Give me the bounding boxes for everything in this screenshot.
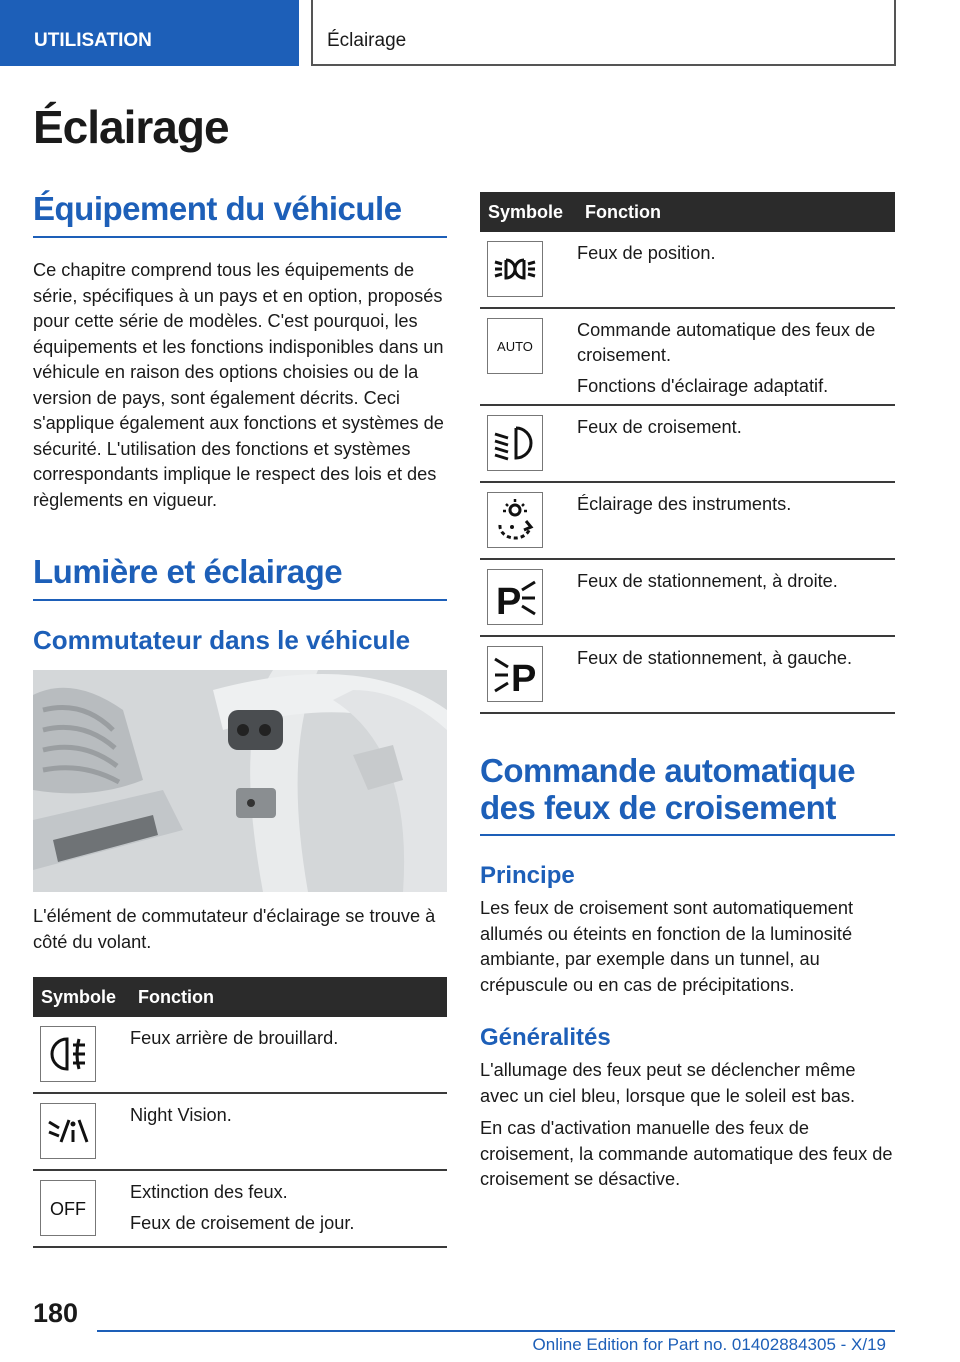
row-text: Feux de position. — [577, 243, 716, 263]
off-icon — [40, 1180, 96, 1236]
table-row — [480, 482, 895, 559]
table-row — [33, 1017, 447, 1093]
heading-principe: Principe — [480, 862, 575, 889]
instrument-lighting-icon — [487, 492, 543, 548]
auto-icon-label: AUTO — [497, 339, 533, 354]
col-symbol: Symbole — [480, 192, 577, 232]
svg-text:P: P — [496, 581, 522, 620]
table-row — [480, 559, 895, 636]
parking-right-icon — [487, 569, 543, 625]
generalites-paragraph-1: L'allumage des feux peut se déclencher même avec un ciel bleu, lorsque que le soleil est bas. — [480, 1060, 856, 1106]
heading-generalites: Généralités — [480, 1024, 611, 1051]
col-symbol: Symbole — [33, 977, 130, 1017]
parking-left-icon — [487, 646, 543, 702]
edition-note: Online Edition for Part no. 01402884305 - X/19 — [532, 1335, 886, 1354]
row-text: Night Vision. — [130, 1105, 232, 1125]
footer-divider — [97, 1330, 895, 1332]
right-symbol-table — [480, 192, 895, 714]
col-function: Fonction — [130, 977, 447, 1017]
left-symbol-table — [33, 977, 447, 1248]
row-text: Commande automatique des feux de croisement. — [577, 320, 876, 365]
col-function: Fonction — [577, 192, 895, 232]
heading-commutateur: Commutateur dans le véhicule — [33, 625, 411, 655]
left-column — [33, 190, 447, 1248]
heading-lumiere: Lumière et éclairage — [33, 553, 447, 601]
heading-equipement: Équipement du véhicule — [33, 190, 447, 238]
table-row — [33, 1093, 447, 1170]
row-text: Extinction des feux. — [130, 1182, 288, 1202]
position-lights-icon — [487, 241, 543, 297]
night-vision-icon — [40, 1103, 96, 1159]
heading-commande-auto: Commande automatique des feux de croisement — [480, 752, 895, 836]
generalites-paragraph-2: En cas d'activation manuelle des feux de croisement, la commande automatique des feux de croisement se désactive. — [480, 1118, 893, 1189]
section-tab — [0, 0, 299, 66]
row-text: Feux de croisement de jour. — [130, 1213, 355, 1233]
page-number: 180 — [33, 1298, 79, 1328]
row-text: Feux de stationnement, à gauche. — [577, 648, 853, 668]
section-label: UTILISATION — [34, 30, 152, 51]
row-text: Feux de croisement. — [577, 417, 742, 437]
dashboard-photo — [33, 670, 447, 892]
table-row — [480, 308, 895, 405]
rear-fog-light-icon — [40, 1026, 96, 1082]
switch-paragraph: L'élément de commutateur d'éclairage se trouve à côté du volant. — [33, 906, 436, 952]
right-column — [480, 192, 895, 1193]
svg-text:P: P — [511, 658, 537, 697]
equipment-paragraph: Ce chapitre comprend tous les équipements de série, spécifiques à un pays et en option, proposés pour cette série de modèles. C'est pourquoi, les équipements et les fonctions indisponibles dans un véhicule en raison des options choisies ou de la version de pays, sont également décrits. Ceci s'applique également aux fonctions et systèmes de sécurité. L'utilisation des fonctions et systèmes correspondants implique le respect des lois et des règlements en vigueur. — [33, 260, 444, 510]
row-text: Éclairage des instruments. — [577, 494, 792, 514]
table-row — [33, 1170, 447, 1247]
steering-column-illustration — [33, 670, 447, 892]
chapter-header — [311, 0, 896, 66]
off-icon-label: OFF — [50, 1199, 86, 1219]
auto-icon — [487, 318, 543, 374]
row-text: Feux arrière de brouillard. — [130, 1028, 339, 1048]
table-row — [480, 232, 895, 308]
row-text: Fonctions d'éclairage adaptatif. — [577, 376, 829, 396]
chapter-label: Éclairage — [327, 30, 407, 51]
table-row — [480, 636, 895, 713]
principe-paragraph: Les feux de croisement sont automatiquement allumés ou éteints en fonction de la luminosité ambiante, par exemple dans un tunnel, au crépuscule ou en cas de précipitations. — [480, 898, 854, 995]
row-text: Feux de stationnement, à droite. — [577, 571, 838, 591]
table-row — [480, 405, 895, 482]
page-title: Éclairage — [33, 101, 229, 153]
low-beam-icon — [487, 415, 543, 471]
